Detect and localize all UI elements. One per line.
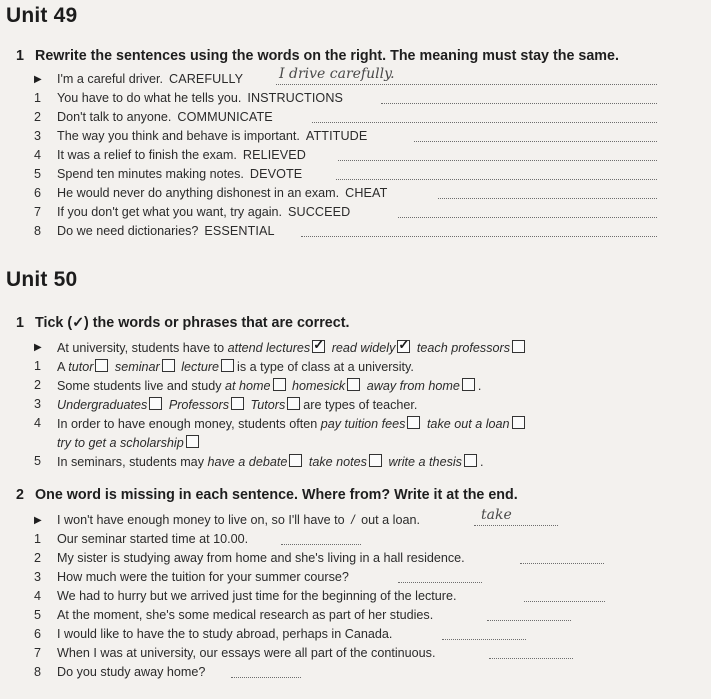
- option-tutors: Tutors: [250, 398, 286, 412]
- handwritten-answer: take: [481, 507, 512, 523]
- item-number: 3: [34, 397, 42, 411]
- item-pre: Some students live and study: [57, 379, 222, 393]
- item-number: 7: [34, 646, 42, 660]
- answer-line[interactable]: [474, 525, 558, 526]
- unit-49-item-5: [0, 167, 711, 186]
- checkbox-tutor[interactable]: [95, 359, 108, 372]
- item-post: .: [477, 379, 482, 393]
- item-keyword: COMMUNICATE: [177, 110, 273, 124]
- checkbox-homesick[interactable]: [347, 378, 360, 391]
- option-seminar: seminar: [114, 360, 160, 374]
- item-sentence: How much were the tuition for your summer course?: [57, 570, 349, 584]
- item-number: 4: [34, 416, 42, 430]
- option-have-a-debate: have a debate: [207, 455, 288, 469]
- option-tutor: tutor: [68, 360, 94, 374]
- unit-49-example-row: [0, 66, 711, 91]
- item-pre: In seminars, students may: [57, 455, 204, 469]
- item-number: 5: [34, 608, 42, 622]
- exercise-number: 2: [16, 487, 24, 503]
- unit-50-exercise-1-instruction: [16, 315, 349, 331]
- example-arrow-icon: ▶: [34, 342, 42, 353]
- unit-49-title: Unit 49: [6, 4, 78, 27]
- option-lecture: lecture: [181, 360, 220, 374]
- checkbox-take-notes[interactable]: [369, 454, 382, 467]
- example-arrow-icon: ▶: [34, 515, 42, 526]
- checkbox-professors[interactable]: [231, 397, 244, 410]
- answer-line[interactable]: [231, 677, 301, 678]
- instruction-text: One word is missing in each sentence. Where from? Write it at the end.: [35, 487, 518, 503]
- unit-50-ex1-item-1: [0, 359, 711, 378]
- unit-49-exercise-1-instruction: [16, 48, 619, 64]
- example-sentence: I won't have enough money to live on, so I'll have to: [57, 513, 345, 527]
- answer-line[interactable]: [338, 160, 657, 161]
- item-sentence: At the moment, she's some medical research as part of her studies.: [57, 608, 434, 622]
- instruction-text: Rewrite the sentences using the words on the right. The meaning must stay the same.: [35, 48, 619, 64]
- item-number: 4: [34, 589, 42, 603]
- item-keyword: SUCCEED: [288, 205, 351, 219]
- answer-line[interactable]: [438, 198, 657, 199]
- unit-49-item-6: [0, 186, 711, 205]
- checkbox-have-a-debate[interactable]: [289, 454, 302, 467]
- option-at-home: at home: [225, 379, 271, 393]
- unit-50-ex2-item-4: [0, 589, 711, 608]
- item-number: 6: [34, 186, 42, 200]
- example-keyword: CAREFULLY: [169, 72, 244, 86]
- handwritten-answer: I drive carefully.: [279, 66, 395, 82]
- item-number: 1: [34, 91, 42, 105]
- item-keyword: RELIEVED: [242, 148, 306, 162]
- item-sentence: Don't talk to anyone.: [57, 110, 172, 124]
- answer-line[interactable]: [276, 84, 657, 85]
- item-sentence: I would like to have the to study abroad, perhaps in Canada.: [57, 627, 393, 641]
- unit-49-item-7: [0, 205, 711, 224]
- unit-50-ex2-item-3: [0, 570, 711, 589]
- unit-50-title: Unit 50: [6, 268, 78, 291]
- unit-50-ex1-example-row: [0, 340, 711, 359]
- item-keyword: ATTITUDE: [305, 129, 368, 143]
- item-number: 3: [34, 570, 42, 584]
- unit-50-ex2-item-1: [0, 532, 711, 551]
- item-number: 1: [34, 532, 42, 546]
- item-number: 8: [34, 665, 42, 679]
- exercise-number: 1: [16, 315, 24, 331]
- unit-50-ex2-item-2: [0, 551, 711, 570]
- checkbox-undergraduates[interactable]: [149, 397, 162, 410]
- answer-line[interactable]: [398, 582, 482, 583]
- item-keyword: ESSENTIAL: [204, 224, 275, 238]
- item-keyword: DEVOTE: [249, 167, 303, 181]
- unit-50-ex1-item-3: [0, 397, 711, 416]
- item-post: are types of teacher.: [303, 398, 418, 412]
- item-number: 2: [34, 110, 42, 124]
- checkbox-pay-tuition-fees[interactable]: [407, 416, 420, 429]
- unit-50-ex1-item-4: [0, 416, 711, 435]
- item-pre: A: [57, 360, 65, 374]
- unit-50-ex1-item-2: [0, 378, 711, 397]
- checkbox-at-home[interactable]: [273, 378, 286, 391]
- checkbox-try-to-get-a-scholarship[interactable]: [186, 435, 199, 448]
- item-post: is a type of class at a university.: [237, 360, 414, 374]
- unit-50-ex2-item-8: [0, 665, 711, 684]
- example-intro: At university, students have to: [57, 341, 225, 355]
- unit-50-ex1-item-4-continued: [0, 435, 711, 454]
- answer-line[interactable]: [336, 179, 657, 180]
- item-sentence: You have to do what he tells you.: [57, 91, 242, 105]
- item-keyword: CHEAT: [345, 186, 388, 200]
- option-undergraduates: Undergraduates: [57, 398, 148, 412]
- item-pre: In order to have enough money, students often: [57, 417, 318, 431]
- option-read-widely: read widely: [331, 341, 396, 355]
- option-teach-professors: teach professors: [416, 341, 511, 355]
- option-pay-tuition-fees: pay tuition fees: [320, 417, 406, 431]
- item-sentence: We had to hurry but we arrived just time for the beginning of the lecture.: [57, 589, 457, 603]
- instruction-text: Tick (✓) the words or phrases that are correct.: [35, 315, 350, 331]
- checkbox-read-widely[interactable]: [397, 340, 410, 353]
- item-number: 6: [34, 627, 42, 641]
- unit-50-ex2-item-6: [0, 627, 711, 646]
- item-number: 8: [34, 224, 42, 238]
- unit-50-ex2-example-row: [0, 507, 711, 532]
- answer-line[interactable]: [520, 563, 604, 564]
- item-number: 5: [34, 167, 42, 181]
- unit-50-ex2-item-5: [0, 608, 711, 627]
- item-number: 5: [34, 454, 42, 468]
- checkbox-teach-professors[interactable]: [512, 340, 525, 353]
- answer-line[interactable]: [489, 658, 573, 659]
- answer-line[interactable]: [487, 620, 571, 621]
- answer-line[interactable]: [524, 601, 605, 602]
- unit-50-ex1-item-5: [0, 454, 711, 473]
- answer-line[interactable]: [312, 122, 657, 123]
- option-professors: Professors: [168, 398, 230, 412]
- answer-line[interactable]: [281, 544, 361, 545]
- option-take-notes: take notes: [308, 455, 367, 469]
- unit-49-item-2: [0, 110, 711, 129]
- checkbox-attend-lectures[interactable]: [312, 340, 325, 353]
- item-post: .: [479, 455, 484, 469]
- unit-50-ex2-item-7: [0, 646, 711, 665]
- item-sentence: Do you study away home?: [57, 665, 206, 679]
- option-away-from-home: away from home: [366, 379, 460, 393]
- exercise-number: 1: [16, 48, 24, 64]
- item-sentence: My sister is studying away from home and she's living in a hall residence.: [57, 551, 465, 565]
- item-keyword: INSTRUCTIONS: [247, 91, 344, 105]
- answer-line[interactable]: [381, 103, 657, 104]
- item-sentence: He would never do anything dishonest in an exam.: [57, 186, 340, 200]
- option-try-to-get-a-scholarship: try to get a scholarship: [57, 436, 184, 450]
- answer-line[interactable]: [301, 236, 657, 237]
- item-number: 2: [34, 551, 42, 565]
- item-number: 4: [34, 148, 42, 162]
- unit-49-item-4: [0, 148, 711, 167]
- item-sentence: It was a relief to finish the exam.: [57, 148, 237, 162]
- item-sentence: The way you think and behave is important.: [57, 129, 300, 143]
- item-number: 3: [34, 129, 42, 143]
- item-sentence: When I was at university, our essays were all part of the continuous.: [57, 646, 436, 660]
- option-write-a-thesis: write a thesis: [388, 455, 462, 469]
- checkbox-tutors[interactable]: [287, 397, 300, 410]
- unit-49-item-1: [0, 91, 711, 110]
- answer-line[interactable]: [442, 639, 526, 640]
- checkbox-write-a-thesis[interactable]: [464, 454, 477, 467]
- option-attend-lectures: attend lectures: [227, 341, 311, 355]
- item-number: 7: [34, 205, 42, 219]
- checkbox-away-from-home[interactable]: [462, 378, 475, 391]
- option-take-out-a-loan: take out a loan: [426, 417, 510, 431]
- unit-49-item-3: [0, 129, 711, 148]
- checkbox-lecture[interactable]: [221, 359, 234, 372]
- option-homesick: homesick: [292, 379, 346, 393]
- unit-50-exercise-2-instruction: [16, 487, 518, 503]
- item-number: 2: [34, 378, 42, 392]
- item-number: 1: [34, 359, 42, 373]
- insertion-mark: /: [351, 513, 355, 527]
- item-sentence: Spend ten minutes making notes.: [57, 167, 244, 181]
- unit-49-item-8: [0, 224, 711, 243]
- example-sentence: I'm a careful driver.: [57, 72, 163, 86]
- item-sentence: Our seminar started time at 10.00.: [57, 532, 249, 546]
- checkbox-seminar[interactable]: [162, 359, 175, 372]
- answer-line[interactable]: [398, 217, 657, 218]
- checkbox-take-out-a-loan[interactable]: [512, 416, 525, 429]
- answer-line[interactable]: [414, 141, 657, 142]
- item-sentence: If you don't get what you want, try again.: [57, 205, 283, 219]
- example-arrow-icon: ▶: [34, 74, 42, 85]
- example-rest: out a loan.: [361, 513, 420, 527]
- item-sentence: Do we need dictionaries?: [57, 224, 199, 238]
